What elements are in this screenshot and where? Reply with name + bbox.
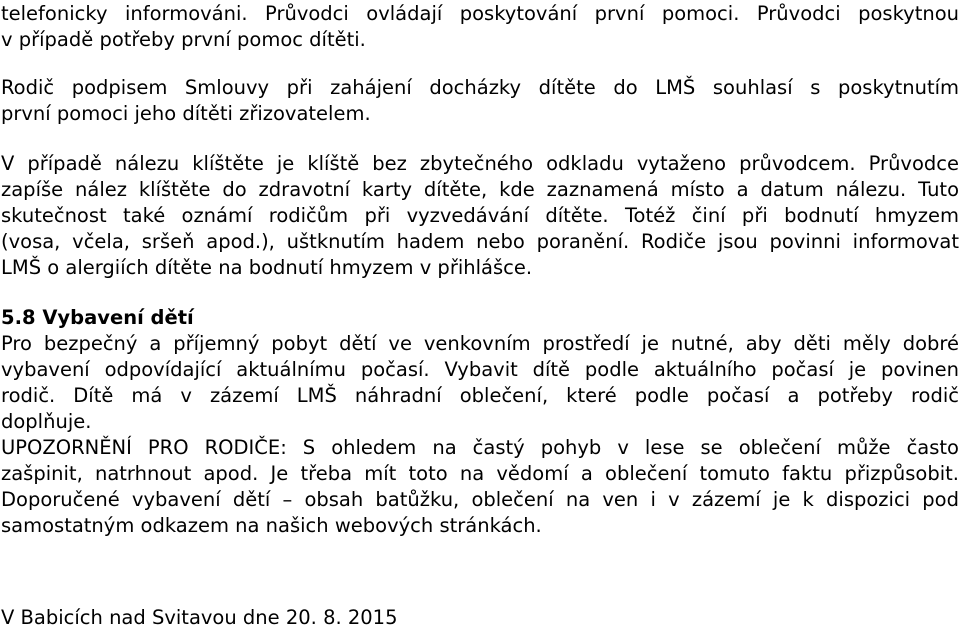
paragraph-equipment [1, 331, 959, 539]
paragraph-tick-insects [1, 151, 959, 281]
text-line: zašpinit, natrhnout apod. Je třeba mít toto na vědomí a oblečení tomuto faktu přizpůsobit. [1, 462, 959, 485]
text-line: LMŠ o alergiích dítěte na bodnutí hmyzem v přihlášce. [1, 256, 533, 279]
text-line: (vosa, včela, sršeň apod.), uštknutím hadem nebo poranění. Rodiče jsou povinni informovat [1, 230, 959, 253]
paragraph-parent-consent [1, 75, 959, 127]
footer-place-date: V Babicích nad Svitavou dne 20. 8. 2015 [1, 606, 398, 629]
text-line: rodič. Dítě má v zázemí LMŠ náhradní oblečení, které podle počasí a potřeby rodič [1, 384, 959, 407]
text-line: první pomoci jeho dítěti zřizovatelem. [1, 102, 371, 125]
text-line: Pro bezpečný a příjemný pobyt dětí ve venkovním prostředí je nutné, aby děti měly dobré [1, 332, 959, 355]
section-heading: 5.8 Vybavení dětí [1, 306, 194, 329]
text-line: samostatným odkazem na našich webových stránkách. [1, 514, 542, 537]
text-line: vybavení odpovídající aktuálnímu počasí. Vybavit dítě podle aktuálního počasí je povinen [1, 358, 959, 381]
text-line: V případě nálezu klíštěte je klíště bez zbytečného odkladu vytaženo průvodcem. Průvodce [1, 152, 959, 175]
text-line: zapíše nález klíštěte do zdravotní karty dítěte, kde zaznamená místo a datum nálezu. Tuto [1, 178, 959, 201]
text-line: v případě potřeby první pomoc dítěti. [1, 28, 366, 51]
text-line: Doporučené vybavení dětí – obsah batůžku, oblečení na ven i v zázemí je k dispozici pod [1, 488, 959, 511]
paragraph-first-aid [1, 1, 959, 53]
text-line: UPOZORNĚNÍ PRO RODIČE: S ohledem na častý pohyb v lese se oblečení může často [1, 436, 959, 459]
text-line: Rodič podpisem Smlouvy při zahájení docházky dítěte do LMŠ souhlasí s poskytnutím [1, 76, 959, 99]
text-line: skutečnost také oznámí rodičům při vyzvedávání dítěte. Totéž činí při bodnutí hmyzem [1, 204, 959, 227]
text-line: telefonicky informováni. Průvodci ovládají poskytování první pomoci. Průvodci poskytnou [1, 2, 959, 25]
text-line: doplňuje. [1, 410, 92, 433]
